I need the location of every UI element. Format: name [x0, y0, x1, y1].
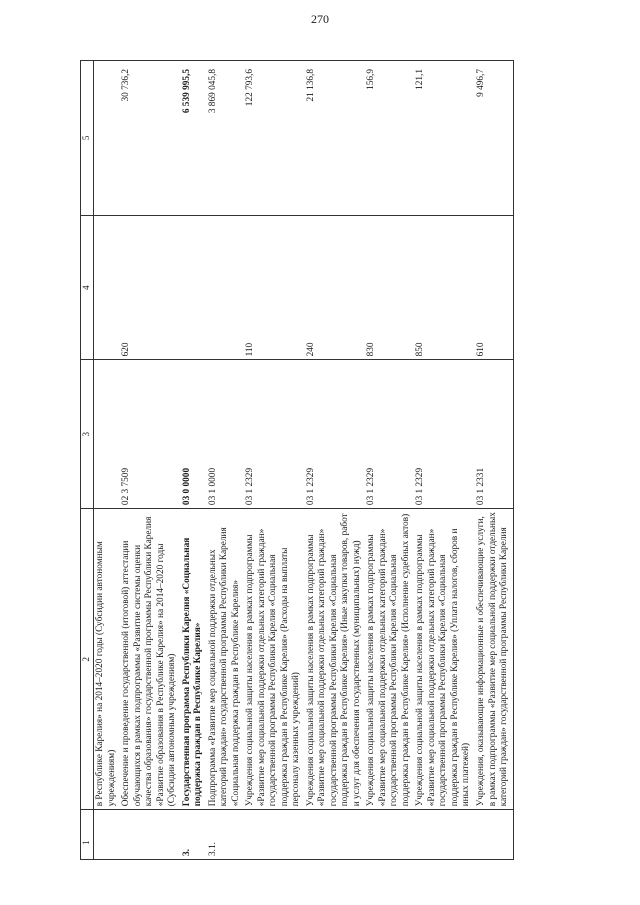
row-type: 850	[414, 215, 475, 360]
rotated-table-container	[80, 60, 635, 860]
row-type: 240	[305, 215, 366, 360]
row-code: 03 1 2329	[305, 360, 366, 509]
row-amount: 156,9	[365, 61, 414, 216]
row-name: Государственная программа Республики Карелия «Социальная поддержка граждан в Республике Карелия»	[181, 509, 207, 810]
row-amount: 9 496,7	[475, 61, 513, 216]
row-number: 3.1.	[207, 810, 245, 860]
table-row	[244, 61, 305, 860]
row-number	[244, 810, 305, 860]
table-row	[207, 61, 245, 860]
col-header-4: 4	[81, 215, 94, 360]
table-row	[475, 61, 513, 860]
budget-table	[80, 60, 514, 860]
row-name: Учреждения, оказывающие информационные и обеспечивающие услуги, в рамках подпрограммы «Развитие мер социальной поддержки отдельных категорий граждан» государственной программы Республики Карелия	[475, 509, 513, 810]
row-type: 610	[475, 215, 513, 360]
table-row	[94, 61, 121, 860]
row-code: 03 1 0000	[207, 360, 245, 509]
row-code: 03 1 2329	[244, 360, 305, 509]
row-name: Учреждения социальной защиты населения в рамках подпрограммы «Развитие мер социальной поддержки отдельных категорий граждан» государственной программы Республики Карелия «Социальная поддержка граждан в Республике Карелия» (Иные закупки товаров, работ и услуг для обеспечения государственных (муниципальных) нужд)	[305, 509, 366, 810]
row-type: 830	[365, 215, 414, 360]
row-amount: 6 539 995,5	[181, 61, 207, 216]
row-type	[181, 215, 207, 360]
header-row	[81, 61, 94, 860]
row-type: 110	[244, 215, 305, 360]
table-row	[181, 61, 207, 860]
row-code: 03 0 0000	[181, 360, 207, 509]
row-code: 03 1 2331	[475, 360, 513, 509]
row-amount	[94, 61, 121, 216]
row-code: 02 3 7509	[120, 360, 181, 509]
row-type	[94, 215, 121, 360]
row-amount: 3 869 045,8	[207, 61, 245, 216]
row-number	[120, 810, 181, 860]
row-number	[305, 810, 366, 860]
col-header-1: 1	[81, 810, 94, 860]
row-number	[414, 810, 475, 860]
row-amount: 121,1	[414, 61, 475, 216]
row-amount: 122 793,6	[244, 61, 305, 216]
table-row	[305, 61, 366, 860]
row-name: Учреждения социальной защиты населения в рамках подпрограммы «Развитие мер социальной поддержки отдельных категорий граждан» государственной программы Республики Карелия «Социальная поддержка граждан в Республике Карелия» (Расходы на выплаты персоналу казенных учреждений)	[244, 509, 305, 810]
row-amount: 30 736,2	[120, 61, 181, 216]
row-number	[94, 810, 121, 860]
row-type: 620	[120, 215, 181, 360]
row-number	[475, 810, 513, 860]
row-name: в Республике Карелия» на 2014–2020 годы (Субсидии автономным учреждениям)	[94, 509, 121, 810]
row-number: 3.	[181, 810, 207, 860]
row-name: Учреждения социальной защиты населения в рамках подпрограммы «Развитие мер социальной поддержки отдельных категорий граждан» государственной программы Республики Карелия «Социальная поддержка граждан в Республике Карелия» (Уплата налогов, сборов и иных платежей)	[414, 509, 475, 810]
table-row	[414, 61, 475, 860]
row-code: 03 1 2329	[414, 360, 475, 509]
col-header-3: 3	[81, 360, 94, 509]
row-number	[365, 810, 414, 860]
table-row	[365, 61, 414, 860]
row-name: Подпрограмма «Развитие мер социальной поддержки отдельных категорий граждан» государственной программы Республики Карелия «Социальная поддержка граждан в Республике Карелия»	[207, 509, 245, 810]
page-number: 270	[311, 12, 329, 26]
col-header-5: 5	[81, 61, 94, 216]
row-name: Учреждения социальной защиты населения в рамках подпрограммы «Развитие мер социальной поддержки отдельных категорий граждан» государственной программы Республики Карелия «Социальная поддержка граждан в Республике Карелия» (Исполнение судебных актов)	[365, 509, 414, 810]
col-header-2: 2	[81, 509, 94, 810]
row-amount: 21 136,8	[305, 61, 366, 216]
row-code	[94, 360, 121, 509]
table-row	[120, 61, 181, 860]
row-code: 03 1 2329	[365, 360, 414, 509]
row-type	[207, 215, 245, 360]
row-name: Обеспечение и проведение государственной (итоговой) аттестации обучающихся в рамках подпрограммы «Развитие системы оценки качества образования» государственной программы Республики Карелия «Развитие образования в Республике Карелия» на 2014–2020 годы (Субсидии автономным учреждениям)	[120, 509, 181, 810]
